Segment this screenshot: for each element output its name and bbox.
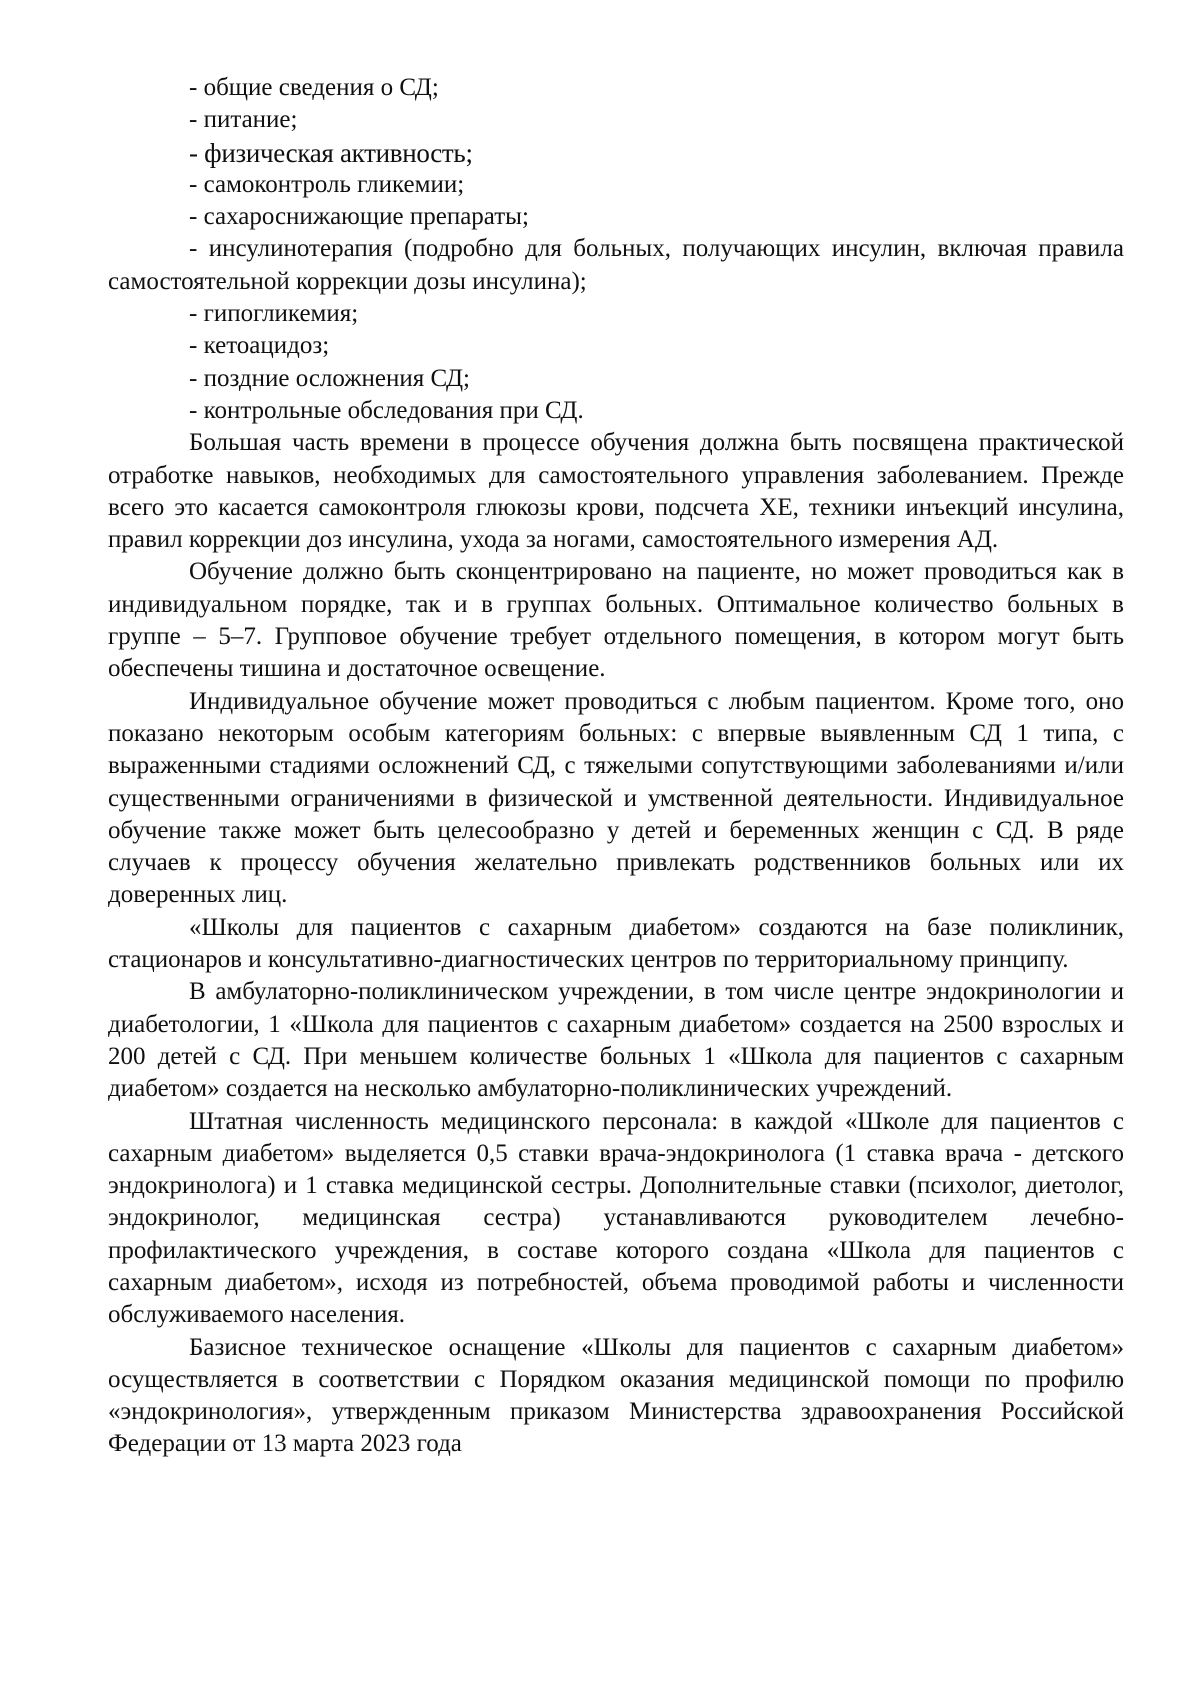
list-item: - кетоацидоз; [189, 332, 330, 360]
list-item: - самоконтроль гликемии; [189, 170, 465, 198]
paragraph: Индивидуальное обучение может проводиться с любым пациентом. Кроме того, оно показано некоторым особым категориям больных: с впервые выявленным СД 1 типа, с выраженными стадиями осложнений СД, с тяжелыми сопутствующими заболеваниями и/или существенными ограничениями в физической и умственной деятельности. Индивидуальное обучение также может быть целесообразно у детей и беременных женщин с СД. В ряде случаев к процессу обучения желательно привлекать родственников больных или их доверенных лиц. [108, 687, 1124, 909]
list-item: - контрольные обследования при СД. [189, 396, 584, 424]
paragraph: Большая часть времени в процессе обучения должна быть посвящена практической отработке навыков, необходимых для самостоятельного управления заболеванием. Прежде всего это касается самоконтроля глюкозы крови, подсчета ХЕ, техники инъекций инсулина, правил коррекции доз инсулина, ухода за ногами, самостоятельного измерения АД. [108, 429, 1124, 554]
paragraph: Штатная численность медицинского персонала: в каждой «Школе для пациентов с сахарным диабетом» выделяется 0,5 ставки врача-эндокринолога (1 ставка врача - детского эндокринолога) и 1 ставка медицинской сестры. Дополнительные ставки (психолог, диетолог, эндокринолог, медицинская сестра) устанавливаются руководителем лечебно-профилактического учреждения, в составе которого создана «Школа для пациентов с сахарным диабетом», исходя из потребностей, объема проводимой работы и численности обслуживаемого населения. [108, 1107, 1124, 1329]
paragraph: Обучение должно быть сконцентрировано на пациенте, но может проводиться как в индивидуальном порядке, так и в группах больных. Оптимальное количество больных в группе – 5–7. Групповое обучение требует отдельного помещения, в котором могут быть обеспечены тишина и достаточное освещение. [108, 558, 1124, 683]
list-item: - физическая активность; [189, 137, 473, 168]
list-item: - сахароснижающие препараты; [189, 203, 529, 231]
list-item: - инсулинотерапия (подробно для больных, получающих инсулин, включая правила самостоятельной коррекции дозы инсулина); [108, 235, 1124, 295]
paragraph: В амбулаторно-поликлиническом учреждении, в том числе центре эндокринологии и диабетологии, 1 «Школа для пациентов с сахарным диабетом» создается на 2500 взрослых и 200 детей с СД. При меньшем количестве больных 1 «Школа для пациентов с сахарным диабетом» создается на несколько амбулаторно-поликлинических учреждений. [108, 978, 1124, 1103]
list-item: - гипогликемия; [189, 300, 359, 328]
list-item: - общие сведения о СД; [189, 74, 439, 101]
paragraph: Базисное техническое оснащение «Школы для пациентов с сахарным диабетом» осуществляется в соответствии с Порядком оказания медицинской помощи по профилю «эндокринология», утвержденным приказом Министерства здравоохранения Российской Федерации от 13 марта 2023 года [108, 1333, 1124, 1458]
list-item: - питание; [189, 106, 298, 134]
topics-list [108, 72, 1124, 427]
paragraph: «Школы для пациентов с сахарным диабетом» создаются на базе поликлиник, стационаров и консультативно-диагностических центров по территориальному принципу. [108, 913, 1124, 974]
list-item: - поздние осложнения СД; [189, 364, 470, 392]
